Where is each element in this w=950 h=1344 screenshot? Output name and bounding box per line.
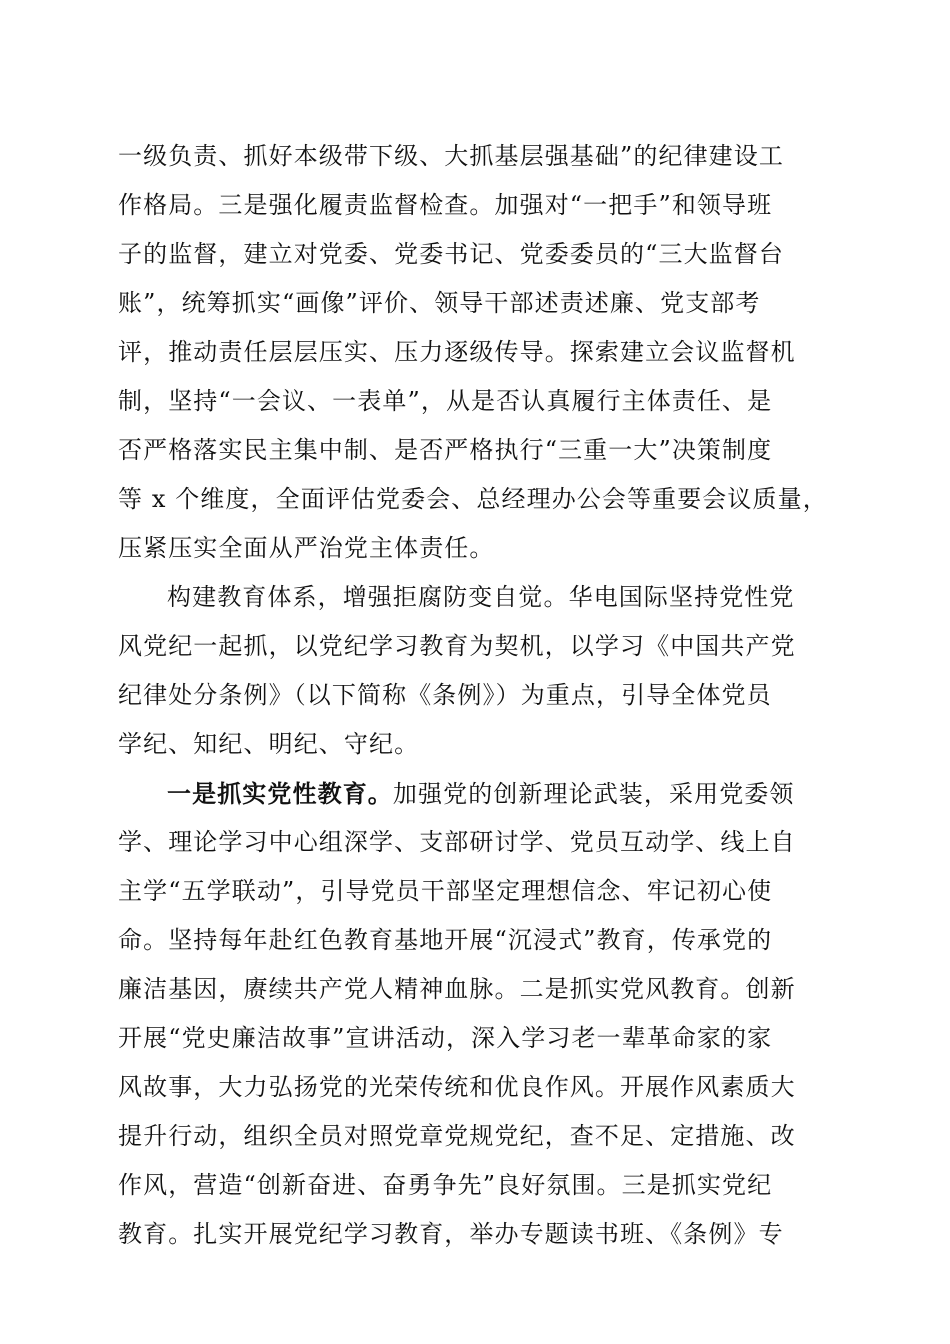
paragraph-1: [118, 132, 838, 573]
text-line: 账”，统筹抓实“画像”评价、领导干部述责述廉、党支部考: [118, 289, 761, 317]
text-line: 作风，营造“创新奋进、奋勇争先”良好氛围。三是抓实党纪: [118, 1171, 773, 1199]
text-line: 命。坚持每年赴红色教育基地开展“沉浸式”教育，传承党的: [118, 926, 773, 954]
text-line: 主学“五学联动”，引导党员干部坚定理想信念、牢记初心使: [118, 877, 773, 905]
text-line: 教育。扎实开展党纪学习教育，举办专题读书班、《条例》专: [118, 1220, 784, 1248]
text-line: [118, 769, 838, 818]
text-line: 风党纪一起抓，以党纪学习教育为契机，以学习《中国共产党: [118, 632, 796, 660]
text-line: 风故事，大力弘扬党的光荣传统和优良作风。开展作风素质大: [118, 1073, 796, 1101]
body-text: [118, 132, 838, 1259]
text-line: 提升行动，组织全员对照党章党规党纪，查不足、定措施、改: [118, 1122, 796, 1150]
text-line: 廉洁基因，赓续共产党人精神血脉。二是抓实党风教育。创新: [118, 975, 796, 1003]
text-line: 开展“党史廉洁故事”宣讲活动，深入学习老一辈革命家的家: [118, 1024, 773, 1052]
text-line: 制，坚持“一会议、一表单”，从是否认真履行主体责任、是: [118, 387, 773, 415]
text-line: 作格局。三是强化履责监督检查。加强对“一把手”和领导班: [118, 191, 773, 219]
text-line-rest: 加强党的创新理论武装，采用党委领: [392, 780, 795, 808]
text-line: 纪律处分条例》（以下简称《条例》）为重点，引导全体党员: [118, 681, 772, 709]
paragraph-3: [118, 769, 838, 1259]
text-line: 评，推动责任层层压实、压力逐级传导。探索建立会议监督机: [118, 338, 796, 366]
text-line: 构建教育体系，增强拒腐防变自觉。华电国际坚持党性党: [167, 583, 795, 611]
text-line: 学纪、知纪、明纪、守纪。: [118, 730, 420, 758]
paragraph-2: [118, 573, 838, 769]
text-line: 学、理论学习中心组深学、支部研讨学、党员互动学、线上自: [118, 828, 796, 856]
text-line: 子的监督，建立对党委、党委书记、党委委员的“三大监督台: [118, 240, 784, 268]
text-line: 等 x 个维度，全面评估党委会、总经理办公会等重要会议质量，: [118, 485, 828, 513]
lead-heading: 一是抓实党性教育。: [167, 779, 393, 808]
text-line: 压紧压实全面从严治党主体责任。: [118, 534, 495, 562]
text-line: 一级负责、抓好本级带下级、大抓基层强基础”的纪律建设工: [118, 142, 784, 170]
text-line: 否严格落实民主集中制、是否严格执行“三重一大”决策制度: [118, 436, 773, 464]
